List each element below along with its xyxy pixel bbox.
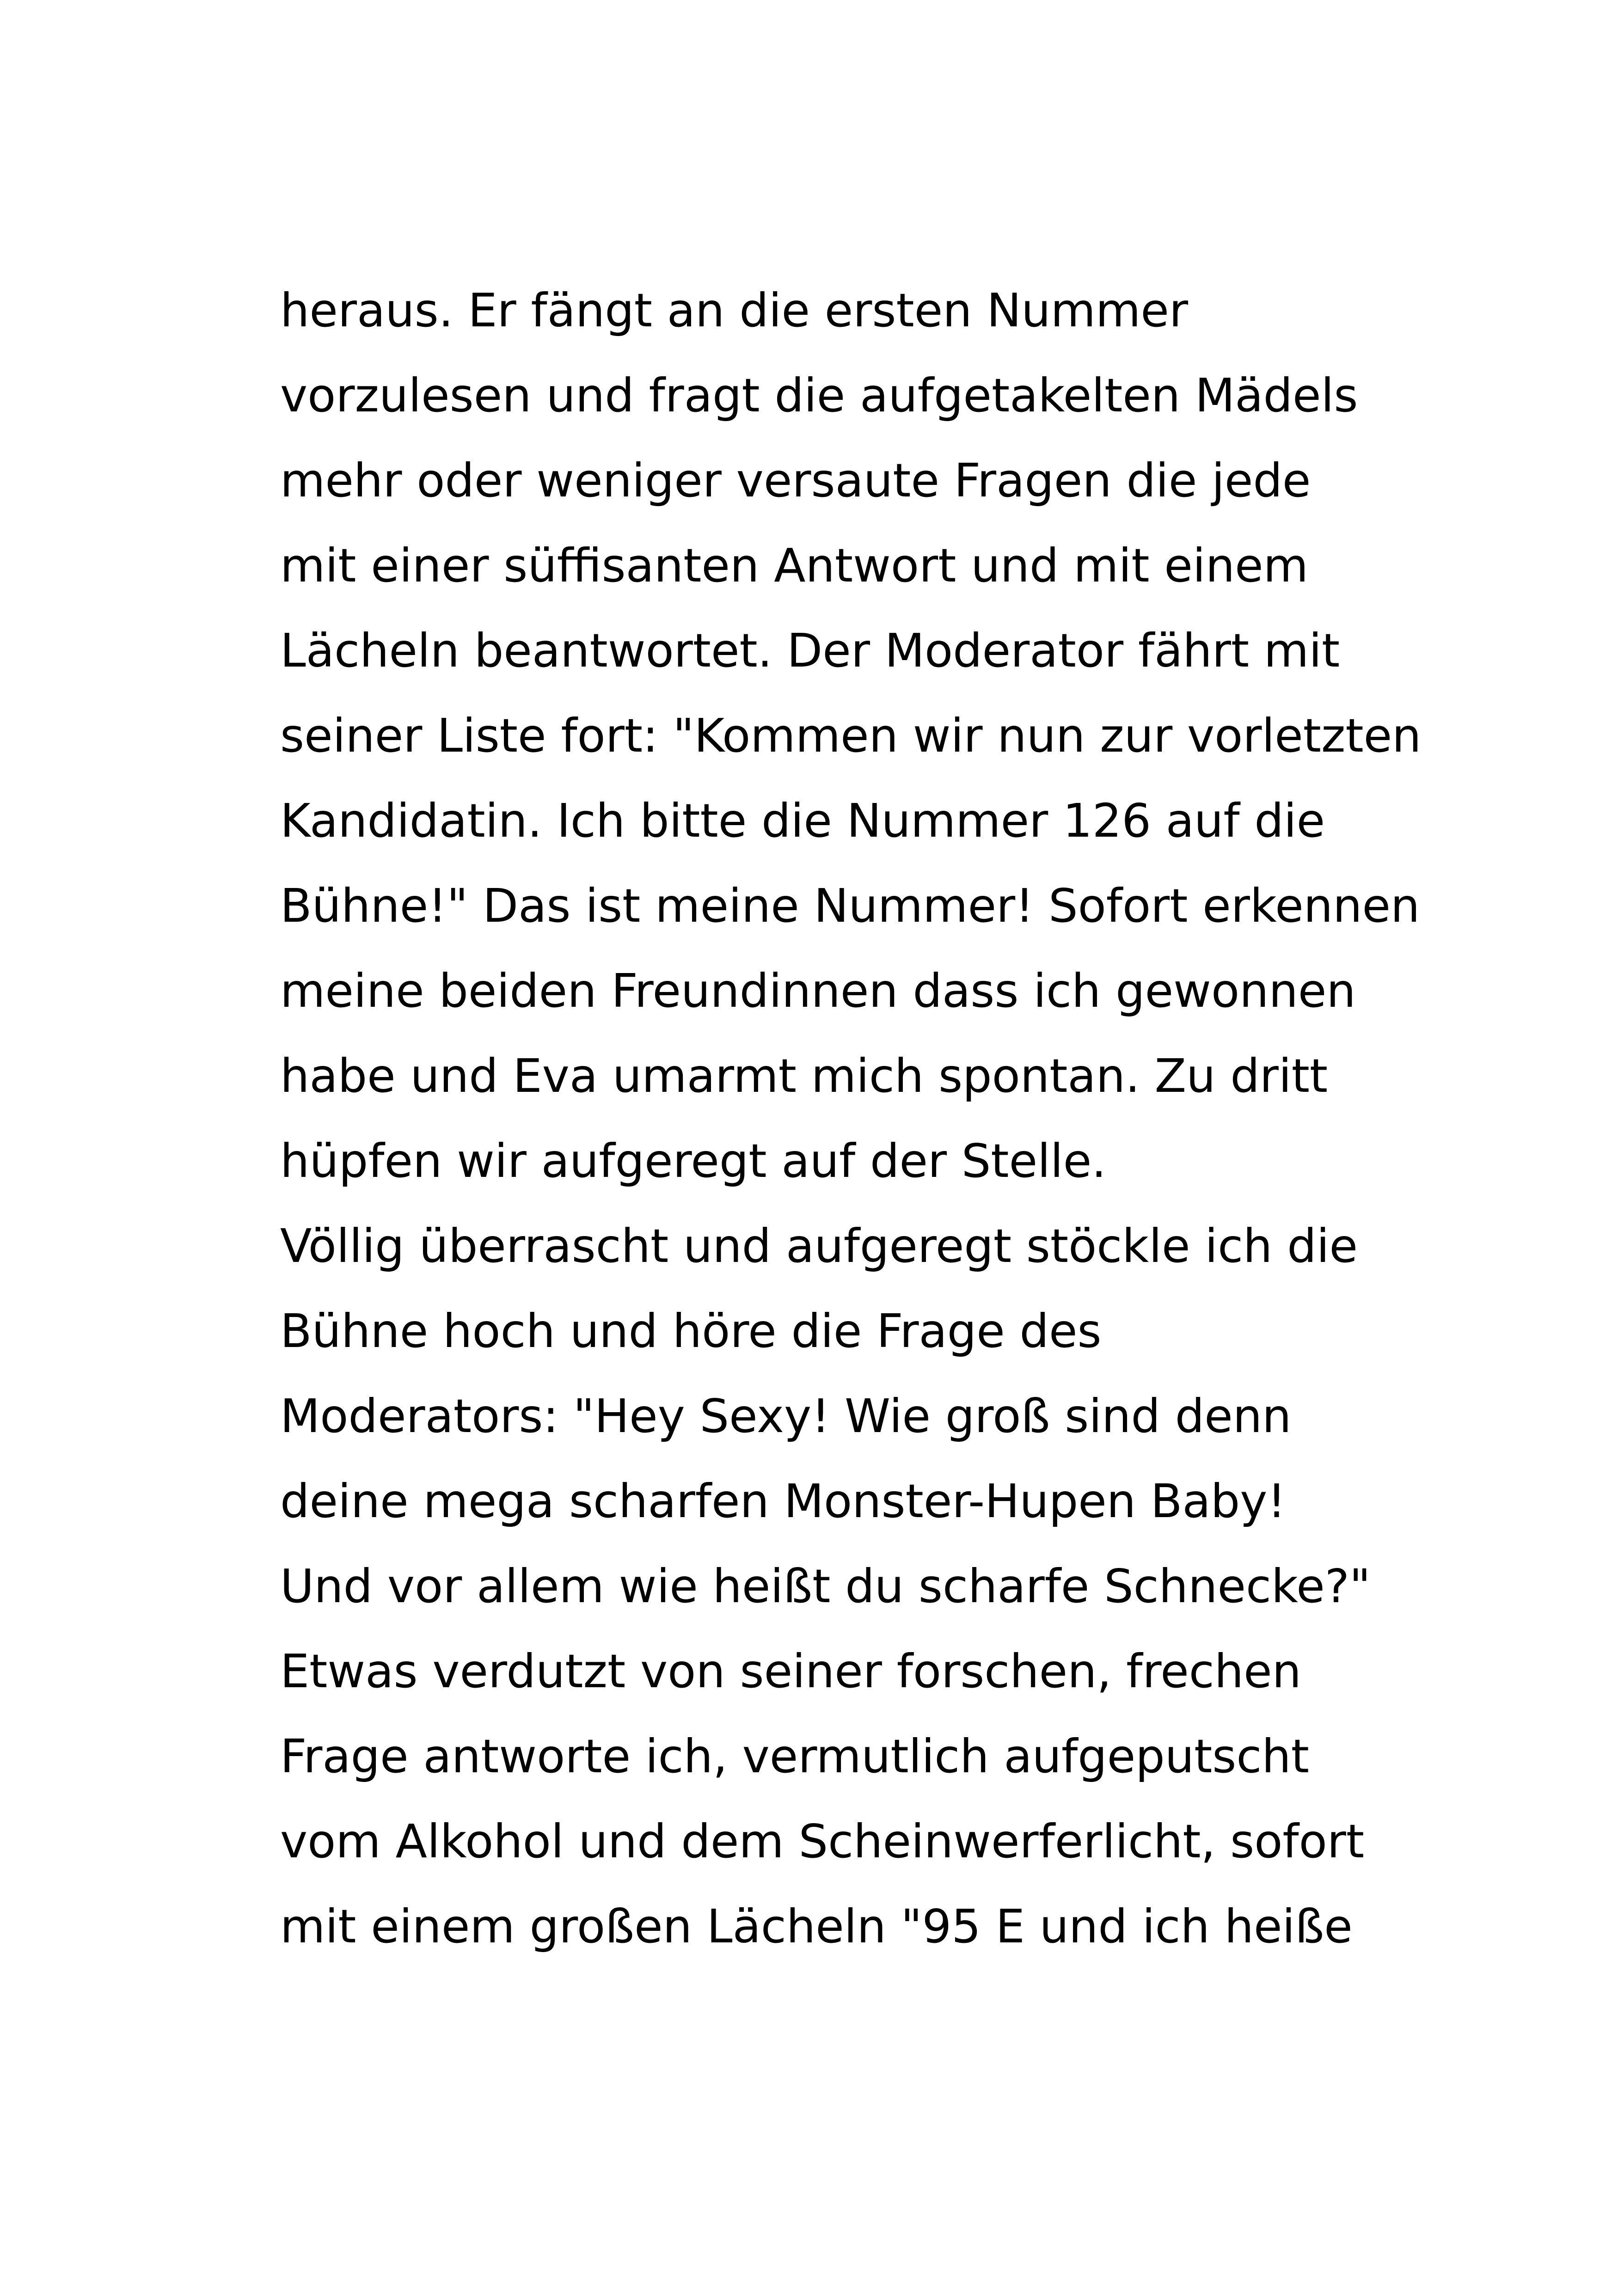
text-line: Moderators: "Hey Sexy! Wie groß sind denn bbox=[280, 1389, 1292, 1443]
text-line: Etwas verdutzt von seiner forschen, frechen bbox=[280, 1644, 1302, 1698]
text-line: mehr oder weniger versaute Fragen die jede bbox=[280, 453, 1311, 508]
text-line: Völlig überrascht und aufgeregt stöckle ich die bbox=[280, 1219, 1358, 1273]
text-line: heraus. Er fängt an die ersten Nummer bbox=[280, 283, 1189, 337]
text-line: seiner Liste fort: "Kommen wir nun zur vorletzten bbox=[280, 709, 1422, 763]
text-line: Bühne hoch und höre die Frage des bbox=[280, 1304, 1102, 1358]
text-line: mit einer süffisanten Antwort und mit einem bbox=[280, 539, 1309, 593]
text-line: vom Alkohol und dem Scheinwerferlicht, sofort bbox=[280, 1814, 1365, 1868]
text-line: Frage antworte ich, vermutlich aufgeputscht bbox=[280, 1729, 1309, 1783]
text-line: meine beiden Freundinnen dass ich gewonnen bbox=[280, 964, 1356, 1018]
text-line: hüpfen wir aufgeregt auf der Stelle. bbox=[280, 1134, 1107, 1188]
text-line: mit einem großen Lächeln "95 E und ich heiße bbox=[280, 1899, 1353, 1953]
text-line: Kandidatin. Ich bitte die Nummer 126 auf die bbox=[280, 794, 1325, 848]
text-line: Und vor allem wie heißt du scharfe Schnecke?" bbox=[280, 1559, 1371, 1613]
text-line: Bühne!" Das ist meine Nummer! Sofort erkennen bbox=[280, 879, 1420, 933]
text-line: Lächeln beantwortet. Der Moderator fährt mit bbox=[280, 624, 1340, 678]
text-line: habe und Eva umarmt mich spontan. Zu dritt bbox=[280, 1049, 1328, 1103]
body-text bbox=[280, 268, 1427, 1969]
text-line: deine mega scharfen Monster-Hupen Baby! bbox=[280, 1474, 1286, 1528]
text-line: vorzulesen und fragt die aufgetakelten Mädels bbox=[280, 368, 1358, 422]
